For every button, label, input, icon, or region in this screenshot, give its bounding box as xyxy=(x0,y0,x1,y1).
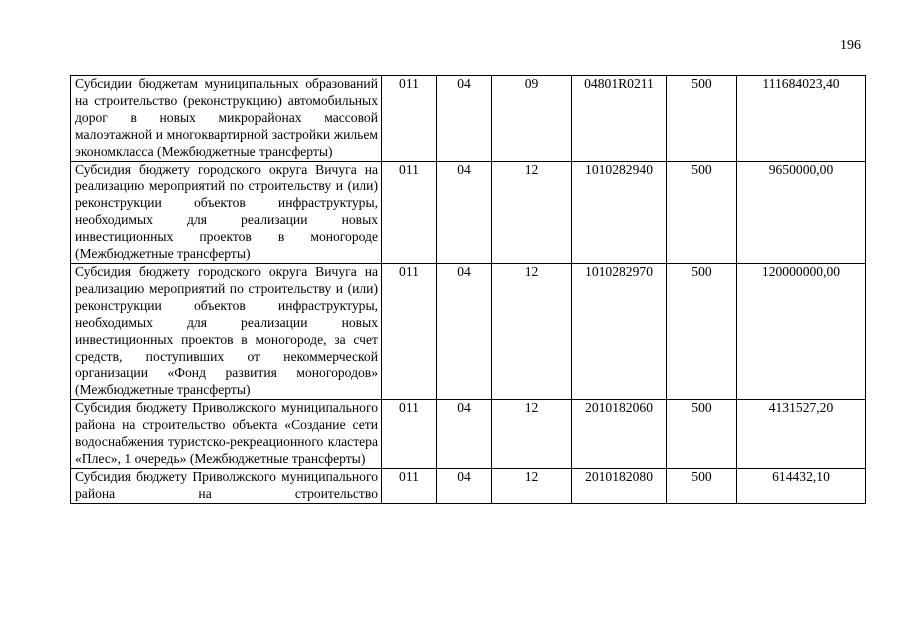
row-section-code: 04 xyxy=(437,468,492,503)
page-number: 196 xyxy=(840,38,861,53)
row-subsection-code: 09 xyxy=(492,76,572,162)
row-target-article: 1010282970 xyxy=(572,263,667,399)
row-section-code: 04 xyxy=(437,400,492,469)
row-subsection-code: 12 xyxy=(492,468,572,503)
row-expense-type: 500 xyxy=(667,76,737,162)
row-subsection-code: 12 xyxy=(492,400,572,469)
row-subsection-code: 12 xyxy=(492,161,572,263)
row-expense-type: 500 xyxy=(667,263,737,399)
row-ministry-code: 011 xyxy=(382,76,437,162)
row-target-article: 2010182080 xyxy=(572,468,667,503)
row-amount: 614432,10 xyxy=(737,468,866,503)
table-row xyxy=(71,76,866,162)
row-ministry-code: 011 xyxy=(382,468,437,503)
row-description: Субсидия бюджету Приволжского муниципального района на строительство объекта «Создание сети водоснабжения туристско-рекреационного кластера «Плес», 1 очередь» (Межбюджетные трансферты) xyxy=(71,400,382,469)
row-amount: 120000000,00 xyxy=(737,263,866,399)
row-target-article: 2010182060 xyxy=(572,400,667,469)
row-expense-type: 500 xyxy=(667,161,737,263)
row-description: Субсидии бюджетам муниципальных образований на строительство (реконструкцию) автомобильных дорог в новых микрорайонах массовой малоэтажной и многоквартирной застройки жильем экономкласса (Межбюджетные трансферты) xyxy=(71,76,382,162)
row-section-code: 04 xyxy=(437,161,492,263)
row-amount: 9650000,00 xyxy=(737,161,866,263)
row-expense-type: 500 xyxy=(667,400,737,469)
row-section-code: 04 xyxy=(437,76,492,162)
row-amount: 111684023,40 xyxy=(737,76,866,162)
table-row xyxy=(71,263,866,399)
row-section-code: 04 xyxy=(437,263,492,399)
row-target-article: 1010282940 xyxy=(572,161,667,263)
row-target-article: 04801R0211 xyxy=(572,76,667,162)
row-subsection-code: 12 xyxy=(492,263,572,399)
table-row xyxy=(71,161,866,263)
row-amount: 4131527,20 xyxy=(737,400,866,469)
row-description: Субсидия бюджету Приволжского муниципального района на строительство xyxy=(71,468,382,503)
row-ministry-code: 011 xyxy=(382,263,437,399)
row-ministry-code: 011 xyxy=(382,400,437,469)
row-description: Субсидия бюджету городского округа Вичуга на реализацию мероприятий по строительству и (или) реконструкции объектов инфраструктуры, необходимых для реализации новых инвестиционных проектов в моногороде (Межбюджетные трансферты) xyxy=(71,161,382,263)
budget-table xyxy=(70,75,866,504)
row-ministry-code: 011 xyxy=(382,161,437,263)
row-expense-type: 500 xyxy=(667,468,737,503)
table-row xyxy=(71,400,866,469)
row-description: Субсидия бюджету городского округа Вичуга на реализацию мероприятий по строительству и (или) реконструкции объектов инфраструктуры, необходимых для реализации новых инвестиционных проектов в моногороде, за счет средств, поступивших от некоммерческой организации «Фонд развития моногородов» (Межбюджетные трансферты) xyxy=(71,263,382,399)
table-row xyxy=(71,468,866,503)
